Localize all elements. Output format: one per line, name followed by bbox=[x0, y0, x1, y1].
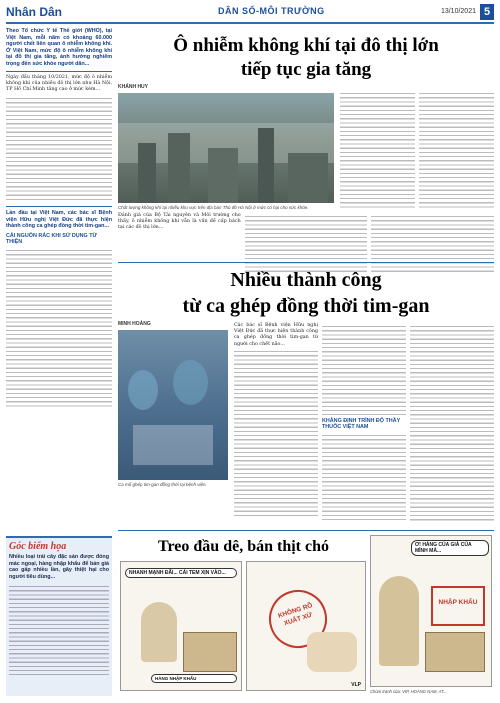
article1-headline[interactable] bbox=[118, 34, 494, 82]
article2-photo-caption: Ca mổ ghép tim-gan đồng thời tại bệnh viện. bbox=[118, 482, 207, 487]
city-smog-photo bbox=[118, 93, 334, 203]
text-column bbox=[340, 90, 415, 210]
cartoon-figure bbox=[379, 576, 419, 666]
article-cartoon bbox=[118, 530, 494, 696]
article1-body-text: Đánh giá của Bộ Tài nguyên và Môi trường cho thấy, ô nhiễm không khí vẫn là vấn đề cấp bách tại các đô thị lớn... bbox=[118, 213, 241, 231]
article1-right-columns bbox=[340, 90, 494, 210]
cartoon-speech-bubble: NHANH MẠNH ĐÃI... CÁI TEM XỊN VÀO... bbox=[125, 568, 237, 578]
article1-byline: KHÁNH HUY bbox=[118, 84, 148, 90]
cartoon-credit: Chùm tranh của: VIP, HOÀNG NAM, AT... bbox=[370, 689, 447, 694]
article1-body-filler bbox=[6, 95, 112, 203]
editorial-box bbox=[6, 536, 112, 696]
cartoon-panel-1 bbox=[120, 561, 242, 691]
divider bbox=[6, 206, 112, 207]
credit-left: VLP bbox=[351, 682, 361, 688]
article2-body-text: Các bác sĩ Bệnh viện Hữu nghị Việt Đức đã thực hiện thành công ca ghép đồng thời tim-gan từ người cho chết não... bbox=[234, 323, 318, 347]
stamp-imported: NHẬP KHẨU bbox=[431, 586, 485, 626]
masthead bbox=[6, 4, 494, 24]
left-column bbox=[6, 28, 112, 696]
body-filler bbox=[234, 348, 318, 518]
left-subhead: CẢI NGUỒN RÁC KHI SỬ DỤNG TỪ THIỆN bbox=[6, 232, 98, 245]
divider bbox=[6, 71, 112, 72]
article2-body-filler bbox=[6, 247, 112, 407]
article2-subhead: KHẲNG ĐỊNH TRÌNH ĐỘ THẦY THUỐC VIỆT NAM bbox=[322, 418, 401, 430]
editorial-body-filler bbox=[9, 583, 109, 675]
article1-body-start: Ngày đầu tháng 10/2021, mức độ ô nhiễm không khí của nhiều đô thị lớn như Hà Nội, TP Hồ Chí Minh tăng cao ở mức kém... bbox=[6, 74, 112, 92]
cartoon-panel-3 bbox=[370, 535, 492, 687]
cartoon-speech-bubble: Ơ! HÀNG CỦA GIÀ CỦA MÌNH MÀ... bbox=[411, 540, 489, 556]
editorial-heading: Góc biếm họa bbox=[9, 541, 67, 552]
cartoon-label: HÀNG NHẬP KHẨU bbox=[151, 674, 237, 683]
text-column bbox=[322, 323, 406, 523]
text-column bbox=[410, 323, 494, 523]
section-title: DÂN SỐ-MÔI TRƯỜNG bbox=[218, 6, 325, 16]
issue-date: 13/10/2021 bbox=[440, 8, 476, 15]
cartoon-panel-2 bbox=[246, 561, 366, 691]
page-number: 5 bbox=[480, 4, 494, 20]
headline-line: Ô nhiễm không khí tại đô thị lớn bbox=[173, 35, 439, 56]
article-heart-liver-transplant bbox=[118, 262, 494, 548]
article3-headline[interactable]: Treo đầu dê, bán thịt chó bbox=[158, 538, 329, 555]
surgery-photo bbox=[118, 330, 228, 480]
cartoon-figure bbox=[141, 602, 177, 662]
article-air-pollution bbox=[118, 28, 494, 278]
article2-headline[interactable] bbox=[118, 267, 494, 319]
cartoon-crate bbox=[183, 632, 237, 672]
article2-byline: MINH HOÀNG bbox=[118, 321, 151, 327]
text-column bbox=[419, 90, 494, 210]
cartoon-hand bbox=[307, 632, 357, 672]
editorial-text: Nhiều loại trái cây đặc sản được đóng mác ngoại, hàng nhập khẩu để bán giá cao gấp nhiều lần, gây thiệt hại cho người tiêu dùng... bbox=[9, 554, 109, 580]
cartoon-crate bbox=[425, 632, 485, 672]
stamp-no-origin: KHÔNG RÕ XUẤT XỨ bbox=[261, 582, 334, 655]
headline-line: Nhiều thành công bbox=[230, 269, 382, 291]
newspaper-brand[interactable]: Nhân Dân bbox=[6, 5, 63, 19]
article2-columns bbox=[234, 323, 494, 523]
article1-summary: Theo Tổ chức Y tế Thế giới (WHO), tại Việt Nam, mỗi năm có khoảng 60.000 người chết liên quan ô nhiễm không khí. Ở Việt Nam, mức độ ô nhiễm không khí tại đô thị gia tăng, ảnh hưởng nghiêm trọng đến sức khỏe người dân... bbox=[6, 28, 112, 67]
article1-photo-caption: Chất lượng không khí tại nhiều khu vực trên địa bàn Thủ đô Hà Nội ở mức có hại cho sức khỏe. bbox=[118, 205, 309, 210]
headline-line: từ ca ghép đồng thời tim-gan bbox=[182, 295, 430, 317]
text-column bbox=[234, 323, 318, 523]
body-filler bbox=[322, 432, 406, 522]
article2-summary: Lần đầu tại Việt Nam, các bác sĩ Bệnh viện Hữu nghị Việt Đức đã thực hiện thành công ca ghép đồng thời tim-gan... bbox=[6, 210, 112, 230]
body-filler bbox=[322, 323, 406, 415]
headline-line: tiếp tục gia tăng bbox=[240, 59, 372, 80]
